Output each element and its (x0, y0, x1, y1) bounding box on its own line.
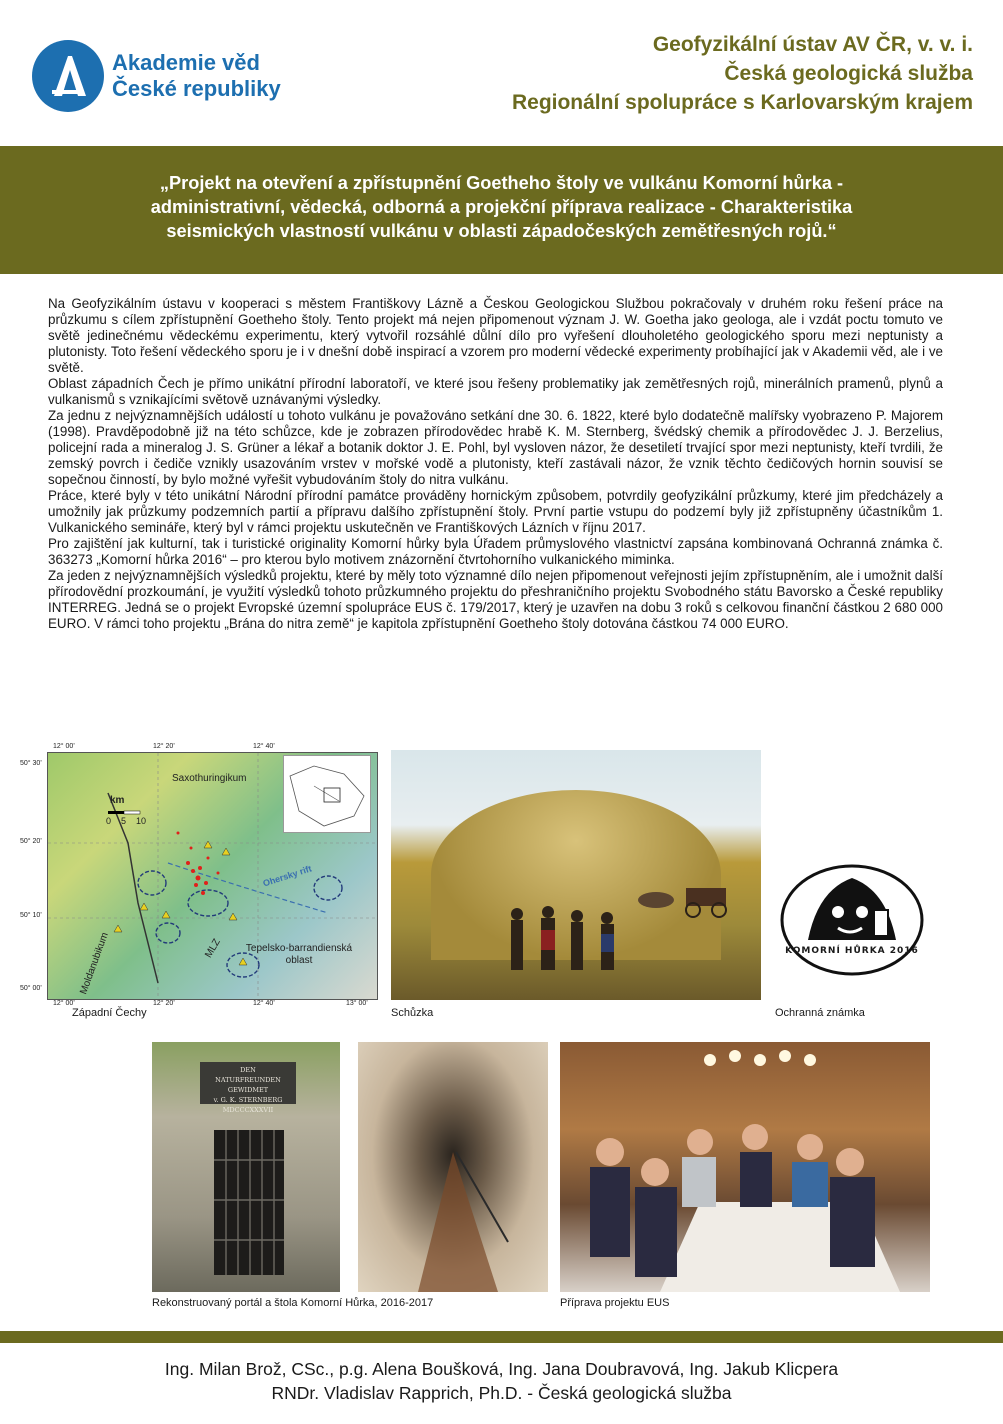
tunnel-photo (358, 1042, 548, 1292)
institution-line3: Regionální spolupráce s Karlovarským krajem (511, 91, 973, 114)
footer-bar (0, 1331, 1003, 1343)
plaque-line2: NATURFREUNDEN GEWIDMET (215, 1076, 281, 1094)
body-text (48, 296, 943, 632)
map-inset (283, 755, 371, 833)
title-band (0, 146, 1003, 274)
paragraph: Na Geofyzikálním ústavu v kooperaci s městem Františkovy Lázně a Českou Geologickou Službou pokračovaly v druhém roku řešení práce na průzkumu s cílem zpřístupnění Goetheho štoly. Tento projekt má nejen připomenout význam J. W. Goetha jako geologa, ale i vzdát poctu tomuto ve světě jedinečnému vědeckému experimentu, který vytvořil rozsáhlé důlní dílo pro vyřešení dlouholetého geologického sporu mezi neptunisty a plutonisty. Toto řešení vědeckého sporu je i v dnešní době inspirací a vzorem pro moderní vědecké experimenty probíhající jak v Akademii věd, ale i ve světě. (48, 296, 943, 375)
portal-plaque (200, 1062, 296, 1114)
map-lon-top: 12° 00' (53, 743, 75, 750)
map-lon-top: 12° 20' (153, 743, 175, 750)
meeting-scene (560, 1042, 930, 1292)
academy-logo (32, 40, 281, 112)
plaque-line3: v. G. K. STERNBERG (213, 1096, 283, 1104)
stamp-text: KOMORNÍ HŮRKA 2016 (785, 946, 919, 956)
map-lat: 50° 00' (20, 985, 42, 992)
caption-portal: Rekonstruovaný portál a štola Komorní Hůrka, 2016-2017 (152, 1297, 434, 1309)
caption-stamp: Ochranná známka (775, 1007, 865, 1019)
map-label-south: Tepelsko-barrandienská oblast (245, 943, 353, 966)
meeting-painting (391, 750, 761, 1000)
volcano-baby-icon (778, 860, 926, 978)
map-scale-unit: km (110, 795, 125, 806)
map-lat: 50° 30' (20, 760, 42, 767)
inset-outline (284, 756, 372, 834)
map-lon-bottom: 12° 20' (153, 1000, 175, 1007)
portal-photo (152, 1042, 340, 1292)
academy-logo-icon (32, 40, 104, 112)
title-line1: „Projekt na otevření a zpřístupnění Goetheho štoly ve vulkánu Komorní hůrka - (159, 173, 844, 193)
map-label-rift: Ohersky rift (261, 863, 313, 889)
paragraph: Pro zajištění jak kulturní, tak i turistické originality Komorní hůrky byla Úřadem průmyslového vlastnictví zapsána kombinovaná Ochranná známka č. 363273 „Komorní hůrka 2016“ – pro kterou bylo motivem znázornění čtvrtohorního vulkanického miminka. (48, 536, 943, 567)
title-line3: seismických vlastností vulkánu v oblasti západočeských zemětřesných rojů.“ (166, 221, 837, 241)
caption-painting: Schůzka (391, 1007, 434, 1019)
paragraph: Za jeden z nejvýznamnějších výsledků projektu, které by měly toto významné dílo nejen připomenout veřejnosti jejím zpřístupněním, ale i umožnit další přírodovědní prozkoumání, je využití výsledků tohoto průzkumného projektu do přeshraničního projektu Svobodného státu Bavorsko a České republiky INTERREG. Jedná se o projekt Evropské územní spolupráce EUS č. 179/2017, který je uzavřen na dobu 3 roků s celkovou finanční částkou 2 680 000 EURO. V rámci toho projektu „Brána do nitra země“ je kapitola zpřístupnění Goetheho štoly dotována částkou 74 000 EURO. (48, 568, 943, 631)
map-lon-bottom: 12° 40' (253, 1000, 275, 1007)
west-bohemia-map (47, 752, 378, 1000)
letter-a-icon (32, 40, 104, 112)
map-lon-top: 12° 40' (253, 743, 275, 750)
map-lon-bottom: 12° 00' (53, 1000, 75, 1007)
map-scale-tick: 5 (121, 816, 127, 826)
academy-name-line1: Akademie věd (112, 50, 260, 75)
map-lat: 50° 10' (20, 912, 42, 919)
paragraph: Práce, které byly v této unikátní Národní přírodní památce prováděny hornickým způsobem, potvrdily geofyzikální průzkumy, které jim předcházely a umožnily jak průzkumy podzemních partií a přípravu dalšího zpřístupnění štoly. První partie vstupu do podzemí byly již zpřístupněny účastníkům 1. Vulkanického semináře, který byl v rámci projektu uskutečněn ve Františkových Lázních v říjnu 2017. (48, 488, 943, 535)
plaque-line1: DEN (240, 1066, 256, 1074)
academy-name (112, 50, 281, 102)
institution-block (512, 30, 973, 117)
map-scale-tick: 10 (136, 816, 147, 826)
institution-line2: Česká geologická služba (724, 62, 973, 85)
caption-map: Západní Čechy (72, 1007, 147, 1019)
institution-line1: Geofyzikální ústav AV ČR, v. v. i. (652, 33, 973, 56)
map-lon-bottom: 13° 00' (346, 1000, 368, 1007)
trademark-stamp (778, 860, 926, 978)
title-line2: administrativní, vědecká, odborná a projekční příprava realizace - Charakteristika (150, 197, 853, 217)
academy-name-line2: České republiky (112, 76, 281, 101)
project-meeting-photo (560, 1042, 930, 1292)
authors-line1: Ing. Milan Brož, CSc., p.g. Alena Boušková, Ing. Jana Doubravová, Ing. Jakub Klicpera (164, 1359, 839, 1379)
header (0, 0, 1003, 146)
plaque-line4: MDCCCXXXVII (222, 1106, 274, 1114)
map-label-north: Saxothuringikum (172, 773, 247, 784)
caption-dinner: Příprava projektu EUS (560, 1297, 670, 1309)
horse-carriage (631, 870, 751, 920)
authors (0, 1357, 1003, 1405)
authors-line2: RNDr. Vladislav Rapprich, Ph.D. - Česká geologická služba (271, 1383, 732, 1403)
paragraph: Oblast západních Čech je přímo unikátní přírodní laboratoří, ve které jsou řešeny problematiky jak zemětřesných rojů, minerálních pramenů, plynů a vulkanismů s vznikajícími světově uznávanými výsledky. (48, 376, 943, 407)
map-scale-tick: 0 (106, 816, 112, 826)
tunnel-floor (358, 1042, 548, 1292)
map-label-mlz: MLZ (203, 937, 223, 960)
painting-figures (501, 900, 651, 980)
paragraph: Za jednu z nejvýznamnějších událostí u tohoto vulkánu je považováno setkání dne 30. 6. 1822, které bylo dodatečně malířsky vyobrazeno P. Majorem (1998). Pravděpodobně již na této schůzce, kde je zobrazen přírodovědec hrabě K. M. Sternberg, švédský chemik a přírodovědec J. J. Berzelius, policejní rada a mineralog J. S. Grüner a lékař a botanik doktor J. E. Pohl, byl vysloven názor, že desetiletí trvající spor mezi neptunisty, kteří tvrdili, že zemský povrch i čediče vznikly usazováním vrstev v mořské vodě a plutonisty, kteří zastávali názor, že vznik těchto čedičových hornin souvisí se sopečnou činností, by bylo možné vyřešit vybudováním štoly do nitra vulkánu. (48, 408, 943, 487)
map-label-moldanubikum: Moldanubikum (78, 931, 111, 996)
gate-grille (214, 1130, 284, 1275)
map-lat: 50° 20' (20, 838, 42, 845)
